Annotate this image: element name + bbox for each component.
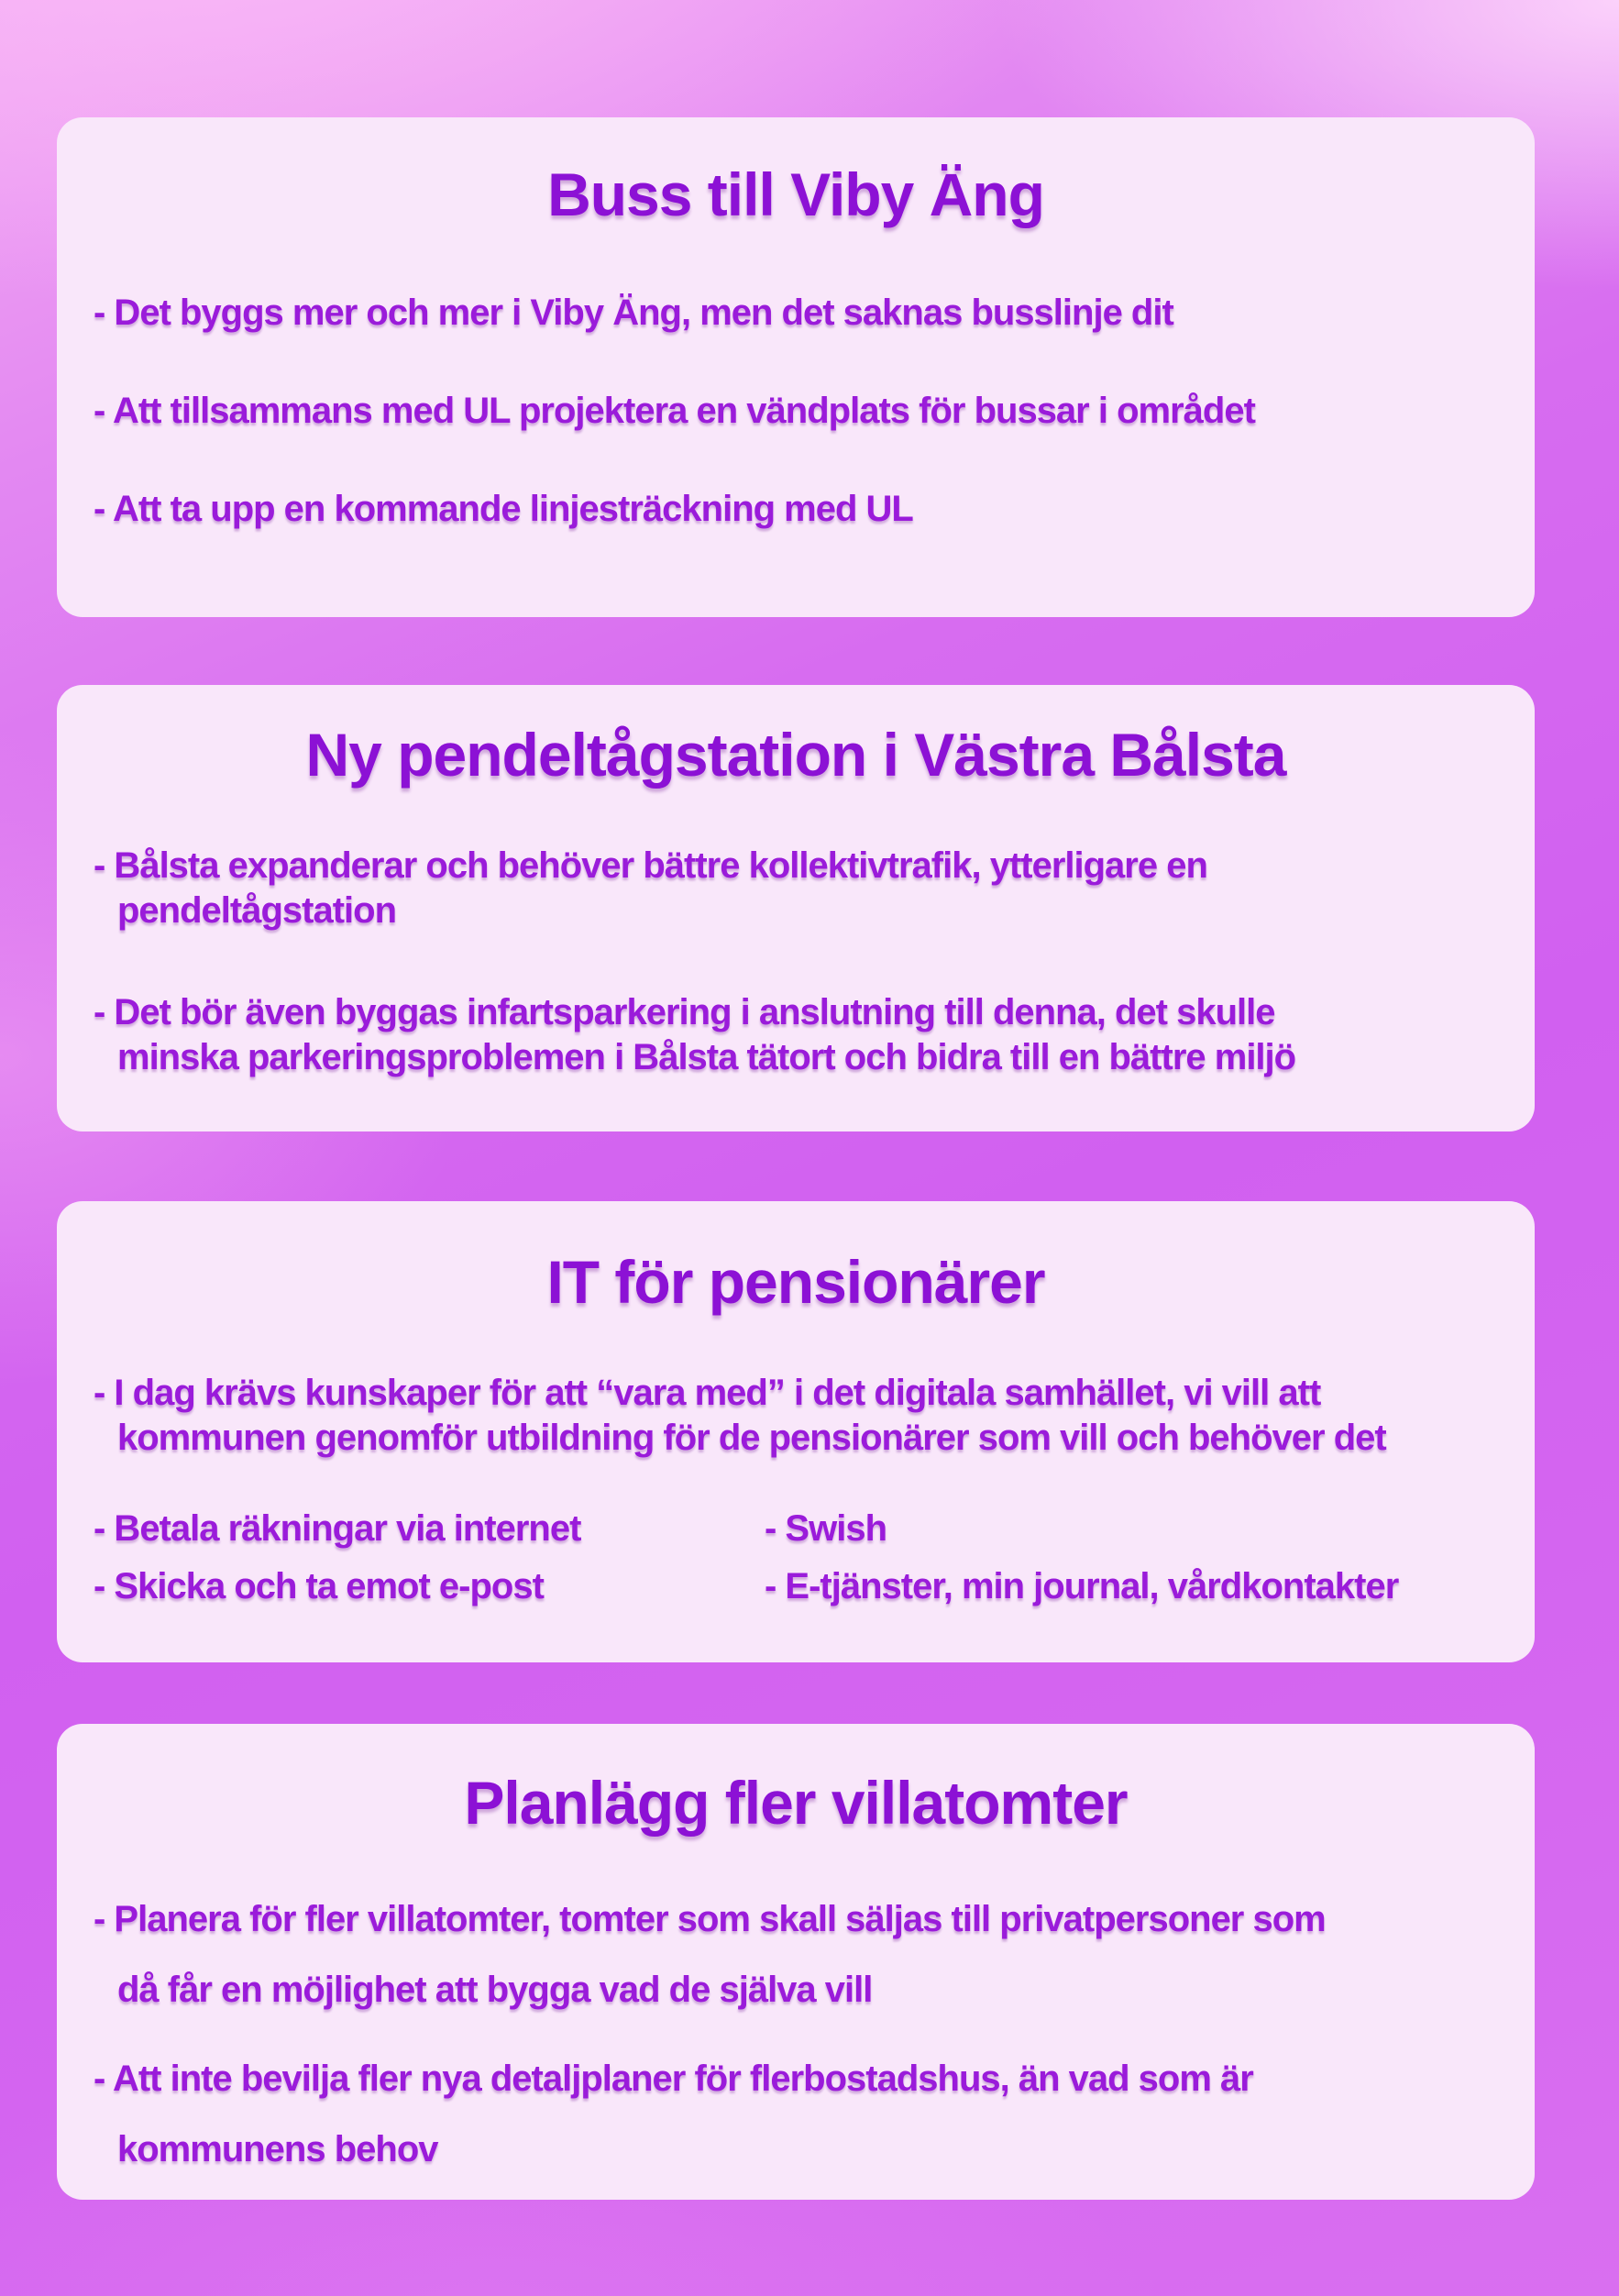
- card-bus-to-viby-ang: [57, 117, 1535, 617]
- bullet-column-right: [765, 1507, 1498, 1609]
- card-new-commuter-train-station: [57, 685, 1535, 1131]
- bullet-list: [94, 1371, 1498, 1461]
- bullet-line: - Planera för fler villatomter, tomter som skall säljas till privatpersoner som: [94, 1899, 1326, 1940]
- bullet-line: - Att inte bevilja fler nya detaljplaner för flerbostadshus, än vad som är: [94, 2058, 1253, 2099]
- it-examples-columns: [94, 1507, 1498, 1609]
- bullet-line: - Skicka och ta emot e-post: [94, 1565, 544, 1606]
- bullet-line: - I dag krävs kunskaper för att “vara med” i det digitala samhället, vi vill att: [94, 1373, 1321, 1414]
- card-it-for-seniors: [57, 1201, 1535, 1662]
- bullet-line: - Det byggs mer och mer i Viby Äng, men det saknas busslinje dit: [94, 293, 1173, 334]
- bullet-line: - Bålsta expanderar och behöver bättre kollektivtrafik, ytterligare en: [94, 845, 1207, 887]
- bullet-line: - E-tjänster, min journal, vårdkontakter: [765, 1565, 1399, 1606]
- bullet-item: [94, 990, 1498, 1080]
- bullet-item: [94, 389, 1498, 434]
- bullet-line: - Det bör även byggas infartsparkering i anslutning till denna, det skulle: [94, 991, 1275, 1032]
- bullet-item: [94, 487, 1498, 532]
- bullet-line: - Att tillsammans med UL projektera en vändplats för bussar i området: [94, 391, 1255, 432]
- bullet-list: [94, 844, 1498, 1079]
- bullet-item: [94, 1371, 1498, 1461]
- bullet-line: minska parkeringsproblemen i Bålsta tätort och bidra till en bättre miljö: [117, 1036, 1296, 1077]
- card-title: Planlägg fler villatomter: [464, 1769, 1128, 1837]
- bullet-line: pendeltågstation: [117, 890, 397, 932]
- bullet-item: [94, 2044, 1498, 2185]
- bullet-item: [94, 1884, 1498, 2026]
- bullet-line: kommunen genomför utbildning för de pensionärer som vill och behöver det: [117, 1418, 1386, 1459]
- bullet-line: - Swish: [765, 1507, 887, 1549]
- bullet-line: kommunens behov: [117, 2128, 438, 2169]
- bullet-line: då får en möjlighet att bygga vad de själva vill: [117, 1970, 873, 2011]
- bullet-list: [94, 291, 1498, 531]
- card-title: IT för pensionärer: [546, 1248, 1045, 1316]
- bullet-item: [94, 291, 1498, 336]
- bullet-line: - Betala räkningar via internet: [94, 1507, 581, 1549]
- bullet-item: [94, 844, 1498, 933]
- card-plan-more-house-plots: [57, 1724, 1535, 2200]
- bullet-line: - Att ta upp en kommande linjesträckning med UL: [94, 488, 913, 529]
- bullet-column-left: [94, 1507, 765, 1609]
- card-title: Ny pendeltågstation i Västra Bålsta: [305, 721, 1286, 789]
- card-title: Buss till Viby Äng: [547, 160, 1044, 228]
- bullet-list: [94, 1884, 1498, 2184]
